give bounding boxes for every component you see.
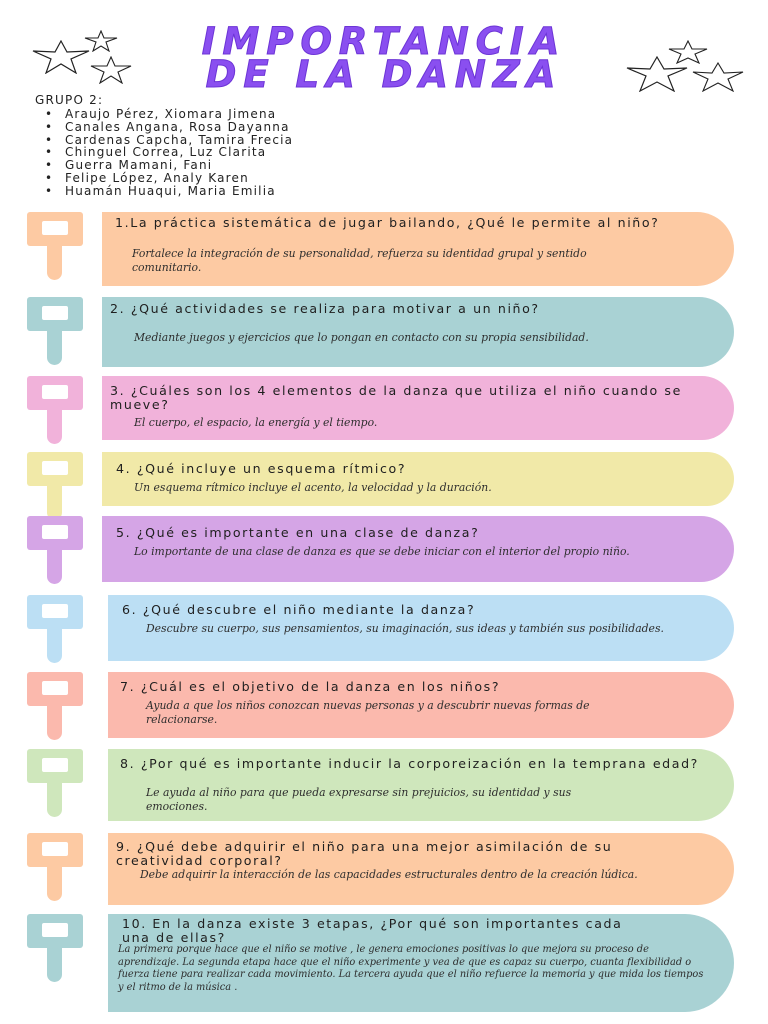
answer-text: Mediante juegos y ejercicios que lo pongan en contacto con su propia sensibilidad. <box>134 331 589 344</box>
member-item: • Guerra Mamani, Fani <box>45 159 293 172</box>
question-text: 9. ¿Qué debe adquirir el niño para una mejor asimilación de su creatividad corporal? <box>116 839 613 868</box>
answer-text: Le ayuda al niño para que pueda expresarse sin prejuicios, su identidad y sus emociones. <box>146 786 572 813</box>
member-item: • Canales Angana, Rosa Dayanna <box>45 121 293 134</box>
group-list <box>35 94 293 198</box>
answer-text: Debe adquirir la interacción de las capacidades estructurales dentro de la creación lúdica. <box>140 868 638 881</box>
page-title-line-2: DE LA DANZA <box>205 53 563 96</box>
star-icon <box>90 56 132 84</box>
member-item: • Chinguel Correa, Luz Clarita <box>45 146 293 159</box>
answer-text: Un esquema rítmico incluye el acento, la velocidad y la duración. <box>134 481 492 494</box>
star-icon <box>84 30 118 52</box>
member-item: • Cardenas Capcha, Tamira Frecia <box>45 134 293 147</box>
question-text: 6. ¿Qué descubre el niño mediante la danza? <box>122 602 476 617</box>
question-text: 4. ¿Qué incluye un esquema rítmico? <box>116 461 407 476</box>
group-label: GRUPO 2: <box>35 93 104 107</box>
question-text: 10. En la danza existe 3 etapas, ¿Por qué son importantes cada una de ellas? <box>122 916 623 945</box>
member-list <box>35 108 293 198</box>
page-title-line-1: IMPORTANCIA <box>201 20 567 63</box>
star-icon <box>32 40 90 74</box>
question-text: 2. ¿Qué actividades se realiza para motivar a un niño? <box>110 301 540 316</box>
member-item: • Felipe López, Analy Karen <box>45 172 293 185</box>
answer-text: Ayuda a que los niños conozcan nuevas personas y a descubrir nuevas formas de relacionarse. <box>146 699 590 726</box>
question-text: 3. ¿Cuáles son los 4 elementos de la danza que utiliza el niño cuando se mueve? <box>110 383 682 412</box>
star-icon <box>626 56 688 92</box>
question-text: 1.La práctica sistemática de jugar bailando, ¿Qué le permite al niño? <box>115 215 660 230</box>
star-icon <box>692 62 744 92</box>
answer-text: La primera porque hace que el niño se motive , le genera emociones positivas lo que mejora su proceso de aprendizaje. La segunda etapa hace que el niño experimente y vea de que es capaz su cuerpo, cuanta flexibilidad o fuerza tiene para realizar cada movimiento. La tercera ayuda que el niño refuerce la memoria y que mida los tiempos y el ritmo de la música . <box>118 944 704 993</box>
answer-text: Descubre su cuerpo, sus pensamientos, su imaginación, sus ideas y también sus posibilidades. <box>146 622 664 635</box>
question-text: 7. ¿Cuál es el objetivo de la danza en los niños? <box>120 679 501 694</box>
member-item: • Araujo Pérez, Xiomara Jimena <box>45 108 293 121</box>
answer-text: Lo importante de una clase de danza es que se debe iniciar con el interior del propio niño. <box>134 545 630 558</box>
question-text: 5. ¿Qué es importante en una clase de danza? <box>116 525 480 540</box>
answer-text: El cuerpo, el espacio, la energía y el tiempo. <box>134 416 378 429</box>
member-item: • Huamán Huaqui, Maria Emilia <box>45 185 293 198</box>
answer-text: Fortalece la integración de su personalidad, refuerza su identidad grupal y sentido comunitario. <box>132 247 587 274</box>
question-text: 8. ¿Por qué es importante inducir la corporeización en la temprana edad? <box>120 756 699 771</box>
